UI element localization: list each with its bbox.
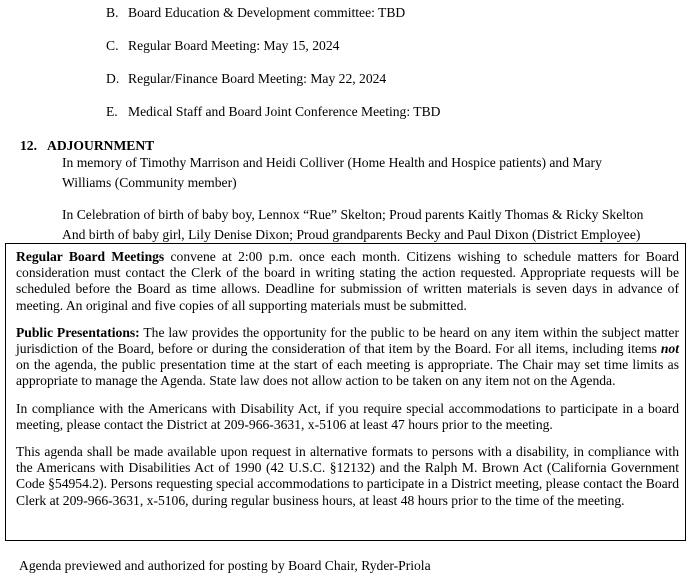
public-presentations-emphasis: not — [660, 341, 679, 357]
regular-meetings-paragraph — [16, 249, 679, 314]
meeting-item-text: Regular Board Meeting: May 15, 2024 — [128, 38, 340, 53]
section-title: ADJOURNMENT — [47, 138, 155, 153]
public-presentations-text-2: on the agenda, the public presentation time at the start of each meeting is appropriate. The Chair may set time limits as appropriate to manage the Agenda. State law does not allow action to be taken on any item not on the Agenda. — [16, 357, 679, 389]
meeting-item-letter: E. — [106, 104, 118, 119]
public-presentations-lead: Public Presentations: — [16, 324, 140, 340]
regular-meetings-text: convene at 2:00 p.m. once each month. Citizens wishing to schedule matters for Board consideration must contact the Clerk of the board in writing stating the action requested. Appropriate requests will be scheduled before the Board as time allows. Deadline for submission of written materials is seven days in advance of meeting. An original and five copies of all supporting materials must be submitted. — [16, 249, 679, 313]
celebration-line-2: And birth of baby girl, Lily Denise Dixon; Proud grandparents Becky and Paul Dixon (District Employee) — [62, 227, 641, 242]
memorial-line-1: In memory of Timothy Marrison and Heidi Colliver (Home Health and Hospice patients) and Mary — [62, 155, 602, 170]
meeting-item-text: Board Education & Development committee: TBD — [128, 5, 406, 20]
authorization-footer: Agenda previewed and authorized for posting by Board Chair, Ryder-Priola — [19, 558, 431, 573]
meeting-item-text: Medical Staff and Board Joint Conference Meeting: TBD — [128, 104, 441, 119]
meeting-item-c — [106, 38, 339, 54]
section-number: 12. — [20, 138, 37, 153]
meeting-item-b — [106, 5, 405, 21]
ada-paragraph: In compliance with the Americans with Disability Act, if you require special accommodations to participate in a board meeting, please contact the District at 209-966-3631, x-5106 at least 47 hours prior to the meeting. — [16, 400, 679, 432]
adjournment-heading — [20, 138, 154, 154]
meeting-item-d — [106, 71, 386, 87]
meeting-item-letter: D. — [106, 71, 120, 86]
memorial-note — [62, 153, 602, 193]
availability-paragraph: This agenda shall be made available upon request in alternative formats to persons with a disability, in compliance with the Americans with Disabilities Act of 1990 (42 U.S.C. §12132) and the Ralph M. Brown Act (California Government Code §54954.2). Persons requesting special accommodations to participate in a District meeting, please contact the Board Clerk at 209-966-3631, x-5106, during regular business hours, at least 48 hours prior to the time of the meeting. — [16, 444, 679, 508]
memorial-line-2: Williams (Community member) — [62, 175, 237, 190]
meeting-notice-box — [5, 243, 686, 541]
meeting-item-text: Regular/Finance Board Meeting: May 22, 2024 — [128, 71, 387, 86]
regular-meetings-lead: Regular Board Meetings — [16, 249, 165, 264]
celebration-line-1: In Celebration of birth of baby boy, Lennox “Rue” Skelton; Proud parents Kaitly Thomas & Ricky Skelton — [62, 207, 644, 222]
meeting-item-letter: C. — [106, 38, 119, 53]
meeting-item-letter: B. — [106, 5, 119, 20]
public-presentations-text-1: The law provides the opportunity for the public to be heard on any item within the subject matter jurisdiction of the Board, before or during the consideration of that item by the Board. For all items, including items — [16, 324, 679, 357]
meeting-item-e — [106, 104, 440, 120]
public-presentations-paragraph — [16, 325, 679, 390]
celebration-note — [62, 205, 643, 245]
